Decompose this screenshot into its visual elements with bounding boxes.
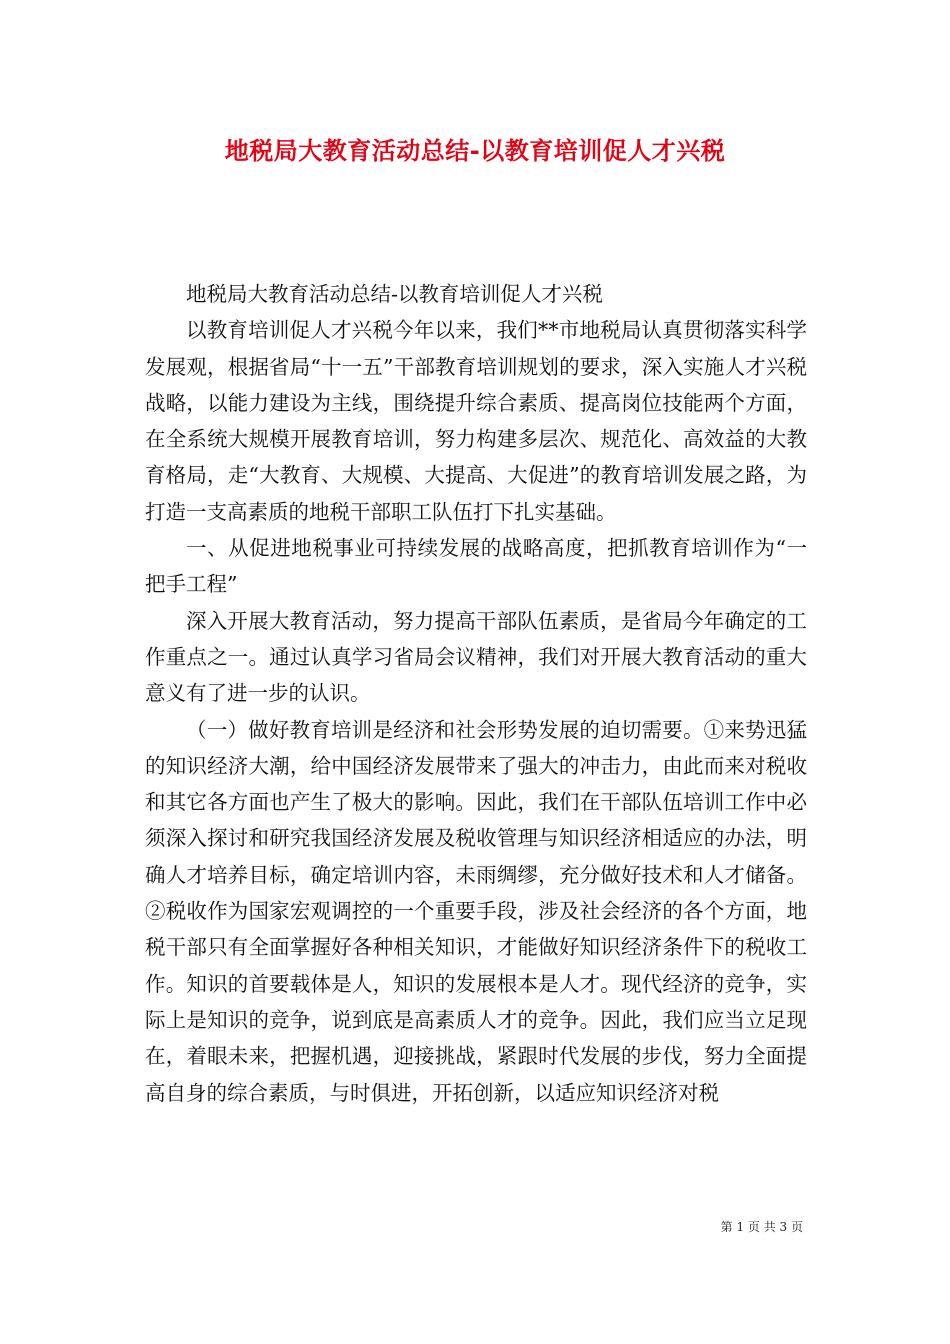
body-paragraph: （一）做好教育培训是经济和社会形势发展的迫切需要。①来势迅猛的知识经济大潮，给中国经济发展带来了强大的冲击力，由此而来对税收和其它各方面也产生了极大的影响。因此，我们在干部队伍培训工作中必须深入探讨和研究我国经济发展及税收管理与知识经济相适应的办法，明确人才培养目标，确定培训内容，未雨绸缪，充分做好技术和人才储备。②税收作为国家宏观调控的一个重要手段，涉及社会经济的各个方面，地税干部只有全面掌握好各种相关知识，才能做好知识经济条件下的税收工作。知识的首要载体是人，知识的发展根本是人才。现代经济的竞争，实际上是知识的竞争，说到底是高素质人才的竞争。因此，我们应当立足现在，着眼未来，把握机遇，迎接挑战，紧跟时代发展的步伐，努力全面提高自身的综合素质，与时俱进，开拓创新，以适应知识经济对税 — [145, 717, 807, 1105]
body-paragraph: 深入开展大教育活动，努力提高干部队伍素质，是省局今年确定的工作重点之一。通过认真学习省局会议精神，我们对开展大教育活动的重大意义有了进一步的认识。 — [145, 608, 807, 706]
section-heading-1: 一、从促进地税事业可持续发展的战略高度，把抓教育培训作为“一把手工程” — [145, 536, 807, 597]
subtitle-paragraph: 地税局大教育活动总结-以教育培训促人才兴税 — [186, 282, 603, 306]
document-body — [145, 276, 807, 1111]
page-number: 第 1 页 共 3 页 — [720, 1220, 803, 1234]
intro-paragraph: 以教育培训促人才兴税今年以来，我们**市地税局认真贯彻落实科学发展观，根据省局“十一五”干部教育培训规划的要求，深入实施人才兴税战略，以能力建设为主线，围绕提升综合素质、提高岗位技能两个方面，在全系统大规模开展教育培训，努力构建多层次、规范化、高效益的大教育格局，走“大教育、大规模、大提高、大促进”的教育培训发展之路，为打造一支高素质的地税干部职工队伍打下扎实基础。 — [145, 318, 807, 524]
page-title: 地税局大教育活动总结-以教育培训促人才兴税 — [224, 137, 726, 165]
